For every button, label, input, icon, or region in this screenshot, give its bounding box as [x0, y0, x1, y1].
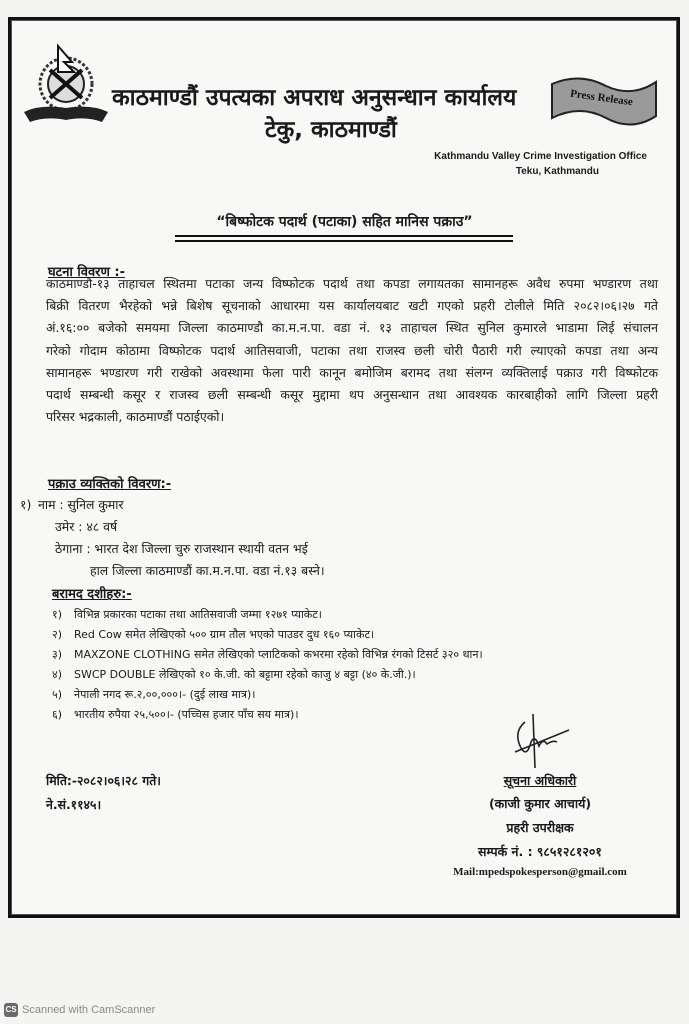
incident-line: गरेको गोदाम कोठामा विष्फोटक पदार्थ आतिसवाजी, पटाका तथा राजस्व छली चोरी पैठारी गरी ल्याएको कपडा तथा अन्य: [46, 343, 658, 358]
office-location-english: Teku, Kathmandu: [515, 166, 599, 177]
arrested-number: १): [20, 497, 32, 512]
nepal-sambat: ने.सं.११४५।: [46, 797, 102, 812]
headline-underline: [175, 235, 513, 242]
signatory-contact: सम्पर्क नं. : ९८५१२८१२०१: [478, 844, 602, 859]
signatory-role: सूचना अधिकारी: [503, 773, 577, 788]
incident-line: सामानहरू भण्डारण गरी राखेको अवस्थामा फेला पारी कानून बमोजिम बरामद तथा संलग्न व्यक्तिलाई पक्राउ गरी विष्फोटक: [46, 365, 658, 380]
incident-line: पदार्थ सम्बन्धी कसूर र राजस्व छली सम्बन्धी कसूर मुद्दामा थप अनुसन्धान तथा आवश्यक कारबाहीको लागि जिल्ला प्रहरी: [46, 387, 658, 402]
press-release-badge: Press Release: [550, 76, 658, 128]
signatory-email: Mail:mpedspokesperson@gmail.com: [453, 866, 627, 878]
headline: “बिष्फोटक पदार्थ (पटाका) सहित मानिस पक्राउ”: [216, 214, 473, 230]
seized-item: २) Red Cow समेत लेखिएको ५०० ग्राम तौल भएको पाउडर दुध १६० प्याकेट।: [52, 628, 375, 641]
scanner-watermark: CS Scanned with CamScanner: [5, 1003, 156, 1016]
seized-item: १) विभिन्न प्रकारका पटाका तथा आतिसवाजी जम्मा १२७१ प्याकेट।: [52, 608, 322, 621]
issue-date: मिति:-२०८२।०६।२८ गते।: [46, 773, 161, 788]
nepal-police-emblem: [20, 42, 112, 134]
signature: [505, 712, 575, 772]
incident-line: काठमाण्डौ-१३ ताहाचल स्थितमा पटाका जन्य विष्फोटक पदार्थ तथा कपडा लगायतका सामानहरू अवैध रुपमा भण्डारण तथा: [46, 276, 658, 291]
seized-item: ४) SWCP DOUBLE लेखिएको १० के.जी. को बट्टामा रहेको काजु ४ बट्टा (४० के.जी.)।: [52, 668, 416, 681]
seized-item: ५) नेपाली नगद रू.२,००,०००।- (दुई लाख मात्र)।: [52, 688, 256, 701]
seized-item: ६) भारतीय रुपैया २५,५००।- (पच्चिस हजार पाँच सय मात्र)।: [52, 708, 299, 721]
incident-heading: घटना विवरण :-: [48, 265, 126, 280]
arrested-address-current: हाल जिल्ला काठमाण्डौं का.म.न.पा. वडा नं.१३ बस्ने।: [90, 563, 325, 578]
arrested-heading: पक्राउ व्यक्तिको विवरण:-: [48, 477, 172, 492]
incident-line: परिसर भद्रकाली, काठमाण्डौं पठाईएको।: [46, 409, 225, 424]
signatory-name: (काजी कुमार आचार्य): [488, 796, 592, 811]
arrested-address: ठेगाना : भारत देश जिल्ला चुरु राजस्थान स्थायी वतन भई: [55, 541, 308, 556]
camscanner-icon: CS: [4, 1003, 18, 1017]
office-location-nepali: टेकु, काठमाण्डौं: [265, 117, 397, 143]
arrested-age: उमेर : ४८ वर्ष: [55, 519, 118, 534]
incident-line: अं.१६:०० बजेको समयमा जिल्ला काठमाण्डौ का.म.न.पा. वडा नं. १३ ताहाचल स्थित सुनिल कुमारले भाडामा लिई संचालन: [46, 320, 658, 335]
office-name-english: Kathmandu Valley Crime Investigation Office: [434, 151, 647, 162]
seized-heading: बरामद दशीहरु:-: [52, 587, 132, 602]
seized-item: ३) MAXZONE CLOTHING समेत लेखिएको प्लाटिकको कभरमा रहेको विभिन्न रंगको टिसर्ट ३२० थान।: [52, 648, 483, 661]
arrested-name: नाम : सुनिल कुमार: [38, 497, 124, 512]
signatory-rank: प्रहरी उपरीक्षक: [506, 820, 574, 835]
office-name-nepali: काठमाण्डौं उपत्यका अपराध अनुसन्धान कार्यालय: [112, 85, 517, 111]
incident-line: बिक्री वितरण भैरहेको भन्ने बिशेष सूचनाको आधारमा यस कार्यालयबाट खटी गएको प्रहरी टोलीले मिति २०८२।०६।२७ गते: [46, 298, 658, 313]
